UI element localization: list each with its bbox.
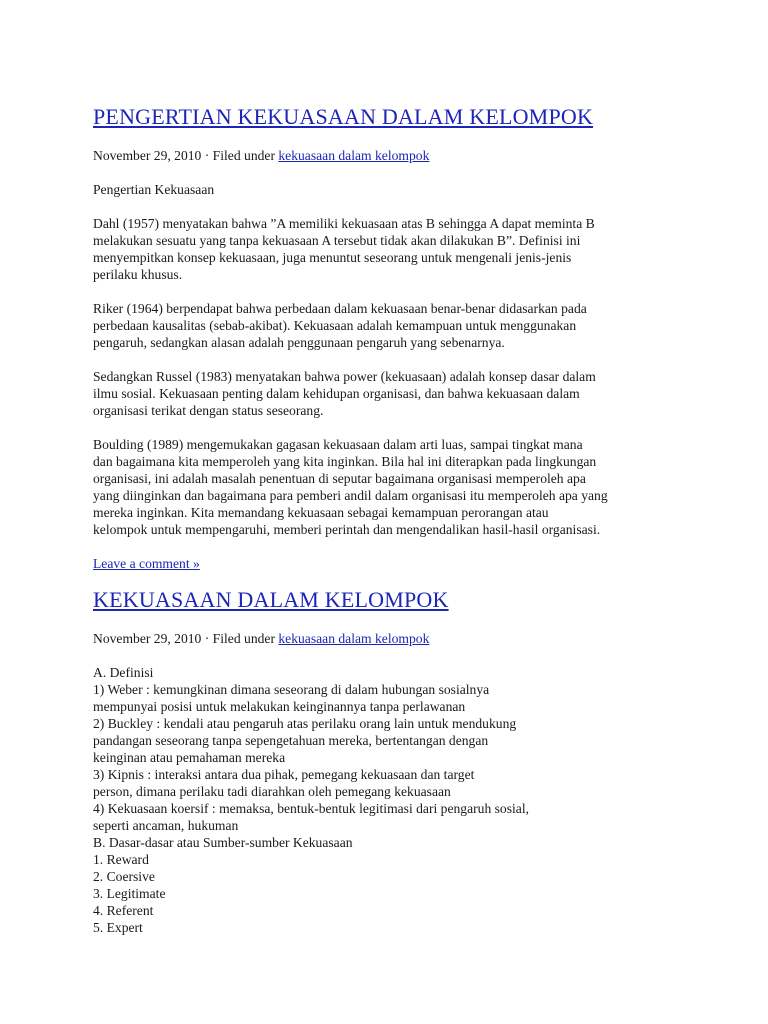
post-1-paragraph-4: Boulding (1989) mengemukakan gagasan kekuasaan dalam arti luas, sampai tingkat mana dan bagaimana kita memperoleh yang kita inginkan. Bila hal ini diterapkan pada lingkungan organisasi, ini adalah masalah penentuan di seputar bagaimana organisasi memperoleh apa yang diinginkan dan bagaimana para pemberi andil dalam organisasi itu memperoleh apa yang mereka inginkan. Kita memandang kekuasaan sebagai kemampuan perorangan atau kelompok untuk mempengaruhi, memberi perintah dan mengendalikan hasil-hasil organisasi. [93, 437, 608, 537]
list-item: 2. Coersive [93, 869, 155, 884]
list-item: 3. Legitimate [93, 886, 166, 901]
list-item: pandangan seseorang tanpa sepengetahuan mereka, bertentangan dengan [93, 733, 489, 748]
post-1 [93, 102, 688, 573]
post-1-category-link[interactable]: kekuasaan dalam kelompok [278, 148, 430, 163]
leave-comment-link[interactable]: Leave a comment » [93, 556, 200, 571]
list-item: 3) Kipnis : interaksi antara dua pihak, pemegang kekuasaan dan target [93, 767, 475, 782]
list-item: seperti ancaman, hukuman [93, 818, 239, 833]
post-2 [93, 585, 688, 936]
list-item: 1. Reward [93, 852, 149, 867]
post-1-meta [93, 147, 688, 164]
post-2-meta-date: November 29, 2010 · Filed under [93, 631, 279, 646]
post-2-body [93, 664, 688, 936]
post-1-title-link[interactable]: PENGERTIAN KEKUASAAN DALAM KELOMPOK [93, 104, 594, 129]
post-1-paragraph-3: Sedangkan Russel (1983) menyatakan bahwa power (kekuasaan) adalah konsep dasar dalam ilmu sosial. Kekuasaan penting dalam kehidupan organisasi, dan bahwa kekuasaan dalam organisasi terikat dengan status seseorang. [93, 369, 596, 418]
list-item: B. Dasar-dasar atau Sumber-sumber Kekuasaan [93, 835, 353, 850]
list-item: mempunyai posisi untuk melakukan keinginannya tanpa perlawanan [93, 699, 466, 714]
post-1-paragraph-1: Dahl (1957) menyatakan bahwa ”A memiliki kekuasaan atas B sehingga A dapat meminta B melakukan sesuatu yang tanpa kekuasaan A tersebut tidak akan dilakukan B”. Definisi ini menyempitkan konsep kekuasaan, juga menuntut seseorang untuk mengenali jenis-jenis perilaku khusus. [93, 216, 595, 282]
list-item: 1) Weber : kemungkinan dimana seseorang di dalam hubungan sosialnya [93, 682, 490, 697]
list-item: A. Definisi [93, 665, 154, 680]
list-item: 2) Buckley : kendali atau pengaruh atas perilaku orang lain untuk mendukung [93, 716, 517, 731]
list-item: 4) Kekuasaan koersif : memaksa, bentuk-bentuk legitimasi dari pengaruh sosial, [93, 801, 530, 816]
post-1-meta-date: November 29, 2010 · Filed under [93, 148, 279, 163]
list-item: 4. Referent [93, 903, 154, 918]
post-1-heading: Pengertian Kekuasaan [93, 182, 215, 197]
list-item: 5. Expert [93, 920, 143, 935]
list-item: person, dimana perilaku tadi diarahkan oleh pemegang kekuasaan [93, 784, 451, 799]
list-item: keinginan atau pemahaman mereka [93, 750, 286, 765]
post-2-category-link[interactable]: kekuasaan dalam kelompok [278, 631, 430, 646]
post-1-paragraph-2: Riker (1964) berpendapat bahwa perbedaan dalam kekuasaan benar-benar didasarkan pada perbedaan kausalitas (sebab-akibat). Kekuasaan adalah kemampuan untuk menggunakan pengaruh, sedangkan alasan adalah penggunaan pengaruh yang sebenarnya. [93, 301, 587, 350]
post-2-title-link[interactable]: KEKUASAAN DALAM KELOMPOK [93, 587, 449, 612]
post-2-meta [93, 630, 688, 647]
